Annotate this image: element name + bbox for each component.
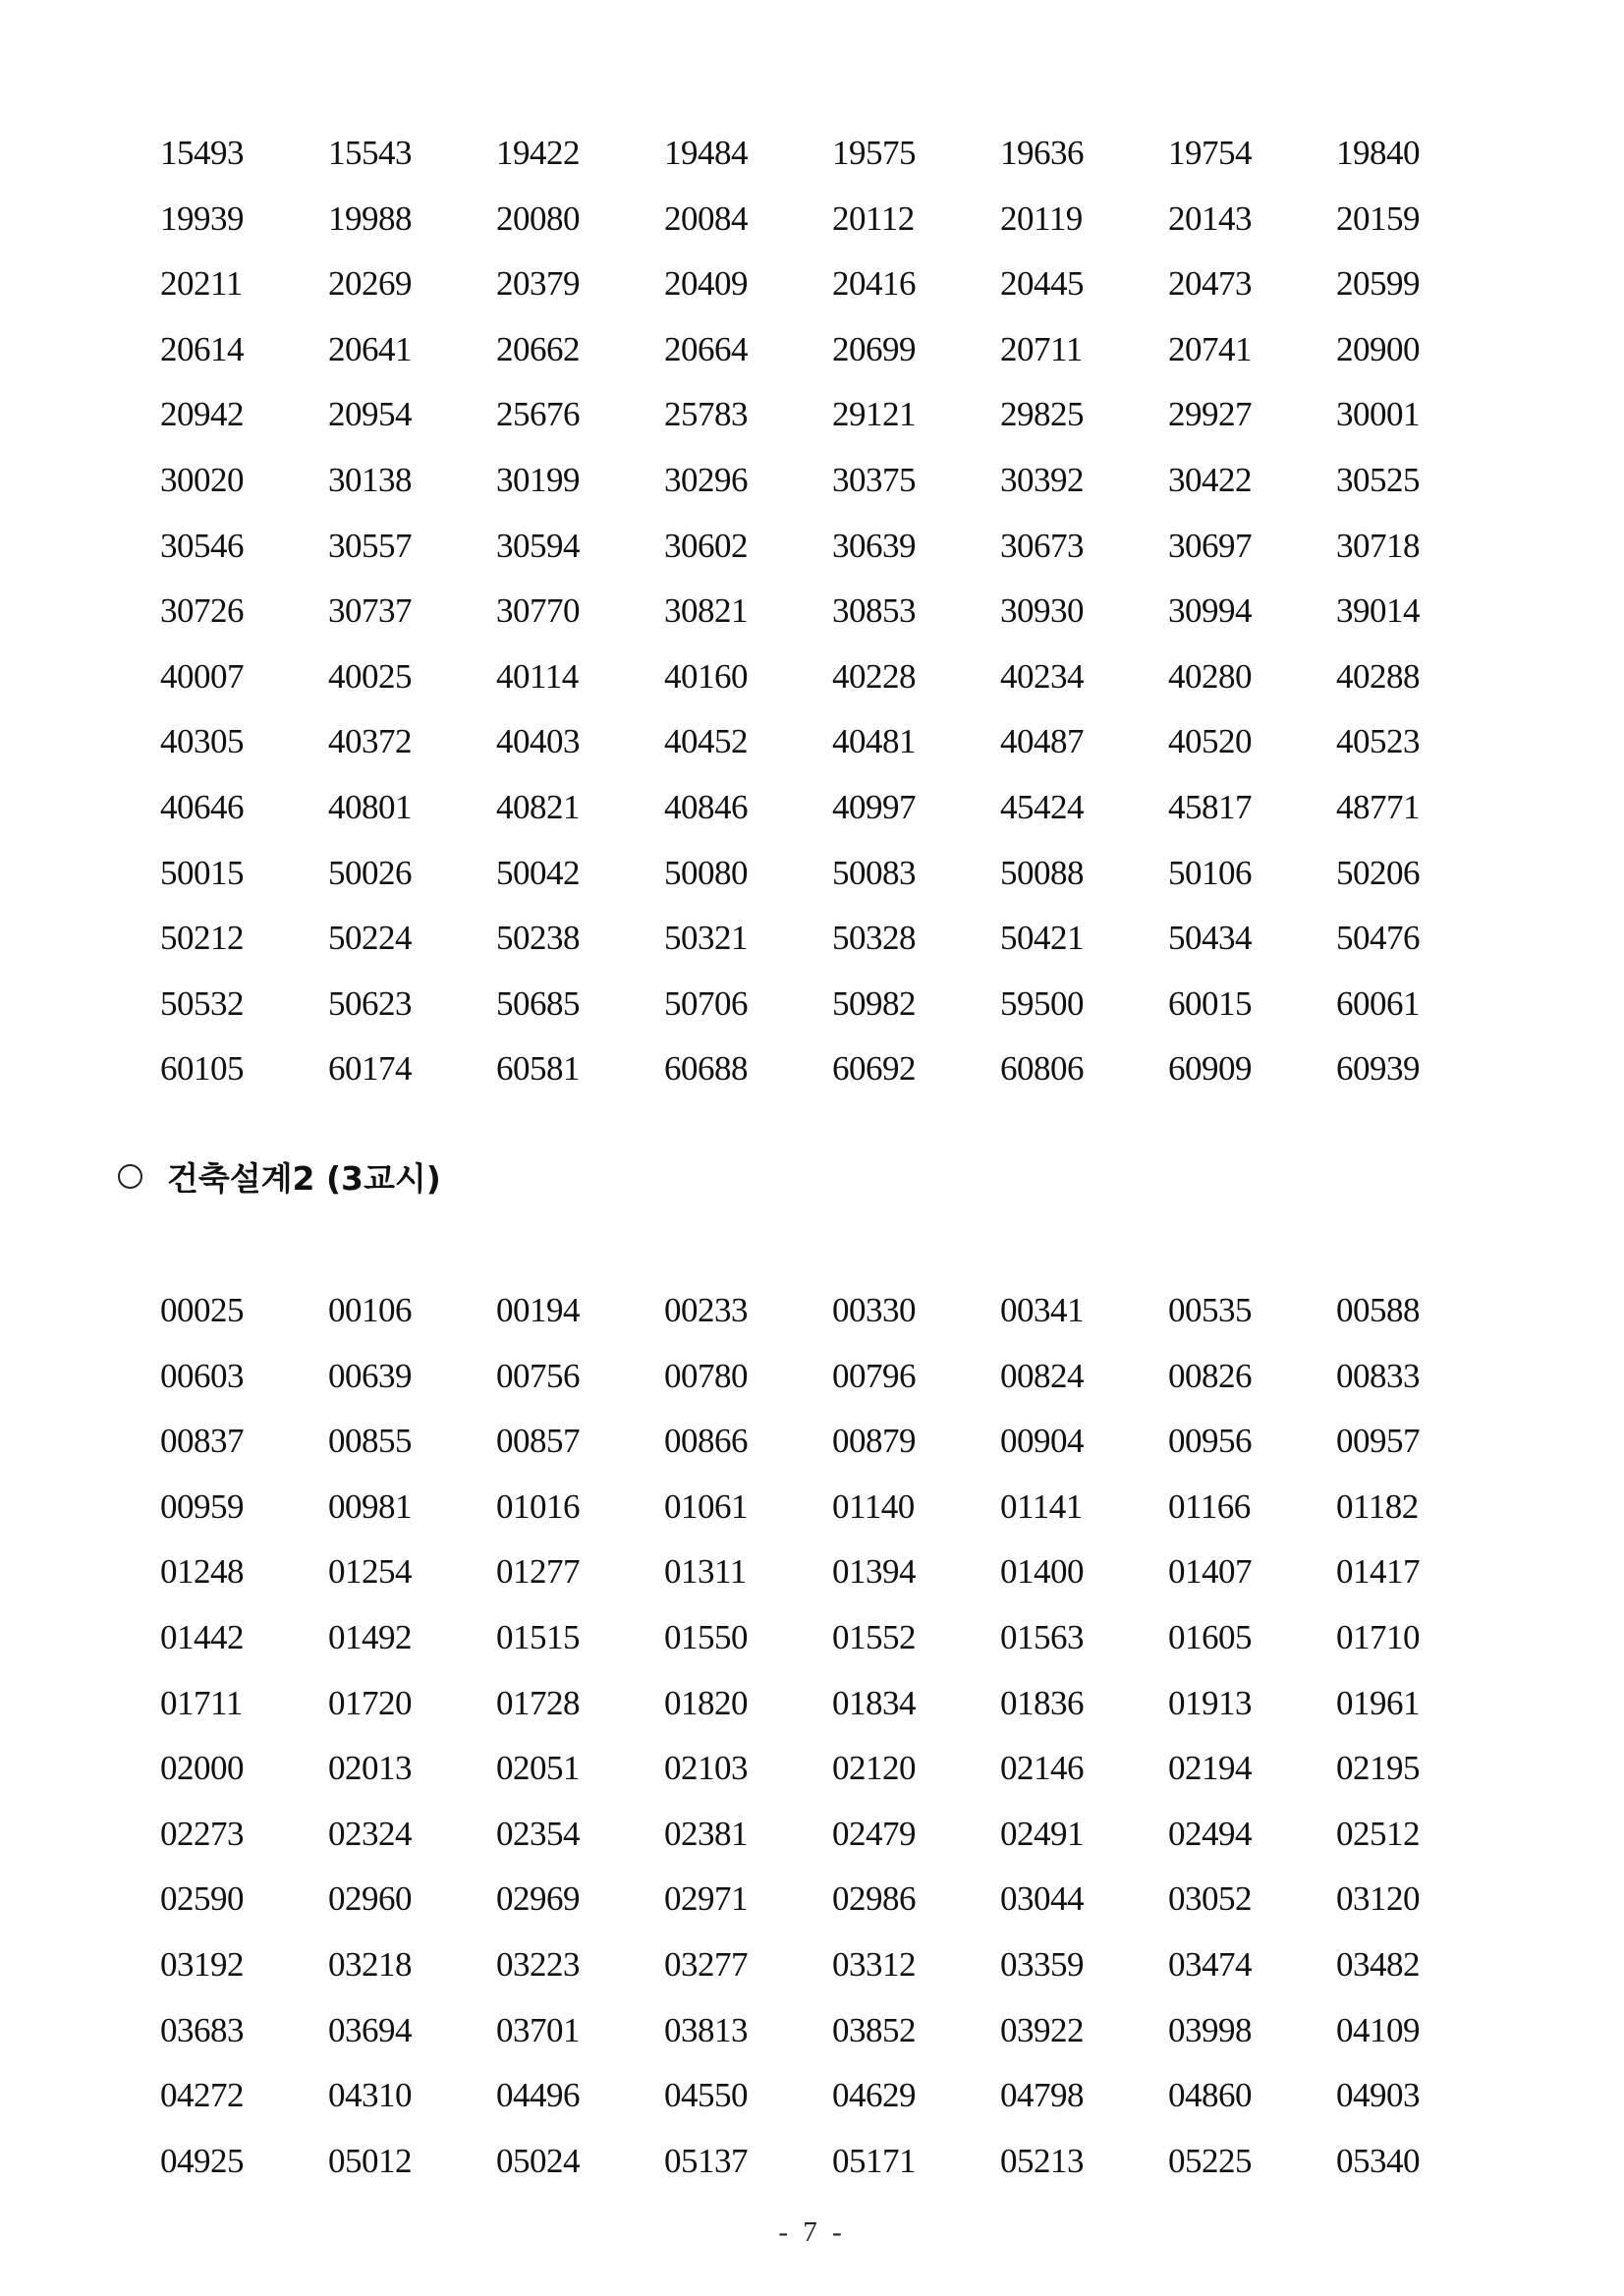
number-cell: 30594 — [496, 526, 580, 565]
number-cell: 60061 — [1336, 983, 1420, 1023]
number-cell: 03474 — [1168, 1944, 1252, 1984]
number-cell: 03694 — [328, 2010, 412, 2049]
number-cell: 60174 — [328, 1049, 412, 1089]
number-cell: 01492 — [328, 1617, 412, 1656]
number-cell: 20159 — [1336, 198, 1420, 238]
number-cell: 29825 — [1000, 395, 1084, 434]
number-cell: 50224 — [328, 919, 412, 958]
number-cell: 05225 — [1168, 2141, 1252, 2180]
number-cell: 02354 — [496, 1814, 580, 1853]
number-cell: 20942 — [160, 395, 244, 434]
number-cell: 30422 — [1168, 460, 1252, 499]
number-cell: 00535 — [1168, 1291, 1252, 1329]
number-cell: 05012 — [328, 2141, 412, 2180]
number-cell: 00603 — [160, 1356, 244, 1395]
number-list-2 — [160, 1285, 1437, 2201]
number-cell: 59500 — [1000, 983, 1084, 1023]
number-cell: 00833 — [1336, 1356, 1420, 1395]
section-title: 건축설계2 (3교시) — [167, 1158, 441, 1198]
number-cell: 40452 — [664, 722, 748, 761]
number-cell: 02971 — [664, 1879, 748, 1919]
number-cell: 04903 — [1336, 2076, 1420, 2115]
number-cell: 01720 — [328, 1683, 412, 1722]
number-cell: 30375 — [832, 460, 916, 499]
number-cell: 03277 — [664, 1944, 748, 1984]
number-cell: 30392 — [1000, 460, 1084, 499]
number-cell: 04550 — [664, 2076, 748, 2115]
number-cell: 02986 — [832, 1879, 916, 1919]
number-cell: 02381 — [664, 1814, 748, 1853]
number-cell: 30853 — [832, 591, 916, 631]
number-cell: 01140 — [832, 1486, 915, 1526]
number-cell: 40403 — [496, 722, 580, 761]
number-cell: 02590 — [160, 1879, 244, 1919]
number-cell: 05213 — [1000, 2141, 1084, 2180]
number-cell: 01248 — [160, 1552, 244, 1592]
number-cell: 01552 — [832, 1617, 916, 1656]
number-cell: 20143 — [1168, 198, 1252, 238]
number-cell: 40305 — [160, 722, 244, 761]
number-cell: 30296 — [664, 460, 748, 499]
number-cell: 00639 — [328, 1356, 412, 1395]
number-cell: 20112 — [832, 198, 915, 238]
number-cell: 01605 — [1168, 1617, 1252, 1656]
number-cell: 02013 — [328, 1749, 412, 1788]
number-cell: 40481 — [832, 722, 916, 761]
number-cell: 00756 — [496, 1356, 580, 1395]
number-cell: 40160 — [664, 656, 748, 696]
number-cell: 45817 — [1168, 787, 1252, 826]
number-cell: 60688 — [664, 1049, 748, 1089]
number-cell: 02120 — [832, 1749, 916, 1788]
number-cell: 20614 — [160, 329, 244, 368]
number-cell: 04629 — [832, 2076, 916, 2115]
number-cell: 00826 — [1168, 1356, 1252, 1395]
number-cell: 02000 — [160, 1749, 244, 1788]
number-cell: 50015 — [160, 853, 244, 892]
number-cell: 01563 — [1000, 1617, 1084, 1656]
number-cell: 03218 — [328, 1944, 412, 1984]
number-cell: 19636 — [1000, 134, 1084, 172]
number-cell: 40025 — [328, 656, 412, 696]
number-cell: 19484 — [664, 134, 748, 172]
number-cell: 01016 — [496, 1486, 580, 1526]
number-cell: 40228 — [832, 656, 916, 696]
number-cell: 00025 — [160, 1291, 244, 1329]
number-cell: 03120 — [1336, 1879, 1420, 1919]
number-list-1 — [160, 128, 1437, 1109]
number-cell: 03359 — [1000, 1944, 1084, 1984]
number-cell: 30557 — [328, 526, 412, 565]
number-cell: 01711 — [160, 1683, 243, 1722]
number-cell: 30994 — [1168, 591, 1252, 631]
number-cell: 02195 — [1336, 1749, 1420, 1788]
number-cell: 40372 — [328, 722, 412, 761]
number-cell: 02103 — [664, 1749, 748, 1788]
number-cell: 40801 — [328, 787, 412, 826]
number-cell: 60909 — [1168, 1049, 1252, 1089]
number-cell: 03482 — [1336, 1944, 1420, 1984]
number-cell: 40821 — [496, 787, 580, 826]
number-cell: 30602 — [664, 526, 748, 565]
number-cell: 01061 — [664, 1486, 748, 1526]
number-cell: 01728 — [496, 1683, 580, 1722]
number-cell: 03701 — [496, 2010, 580, 2049]
number-cell: 50706 — [664, 983, 748, 1023]
number-cell: 20080 — [496, 198, 580, 238]
number-cell: 01515 — [496, 1617, 580, 1656]
number-cell: 04109 — [1336, 2010, 1420, 2049]
number-cell: 00824 — [1000, 1356, 1084, 1395]
number-cell: 04798 — [1000, 2076, 1084, 2115]
number-cell: 03052 — [1168, 1879, 1252, 1919]
number-cell: 00879 — [832, 1422, 916, 1461]
number-cell: 50080 — [664, 853, 748, 892]
number-cell: 05024 — [496, 2141, 580, 2180]
number-cell: 30546 — [160, 526, 244, 565]
number-cell: 40523 — [1336, 722, 1420, 761]
number-cell: 20699 — [832, 329, 916, 368]
number-cell: 02051 — [496, 1749, 580, 1788]
number-cell: 40646 — [160, 787, 244, 826]
number-cell: 20084 — [664, 198, 748, 238]
number-cell: 00341 — [1000, 1291, 1084, 1329]
number-cell: 01277 — [496, 1552, 580, 1592]
number-cell: 00956 — [1168, 1422, 1252, 1461]
number-cell: 03998 — [1168, 2010, 1252, 2049]
number-cell: 30001 — [1336, 395, 1420, 434]
page-number: - 7 - — [778, 2216, 846, 2248]
number-cell: 50026 — [328, 853, 412, 892]
number-cell: 01407 — [1168, 1552, 1252, 1592]
number-cell: 50532 — [160, 983, 244, 1023]
number-cell: 29121 — [832, 395, 916, 434]
number-cell: 02494 — [1168, 1814, 1252, 1853]
number-cell: 01254 — [328, 1552, 412, 1592]
number-cell: 20379 — [496, 264, 580, 304]
number-cell: 02491 — [1000, 1814, 1084, 1853]
number-cell: 01913 — [1168, 1683, 1252, 1722]
number-cell: 25783 — [664, 395, 748, 434]
number-cell: 20599 — [1336, 264, 1420, 304]
number-cell: 45424 — [1000, 787, 1084, 826]
number-cell: 50088 — [1000, 853, 1084, 892]
number-cell: 50083 — [832, 853, 916, 892]
number-cell: 01834 — [832, 1683, 916, 1722]
number-cell: 00855 — [328, 1422, 412, 1461]
number-cell: 40288 — [1336, 656, 1420, 696]
number-cell: 20954 — [328, 395, 412, 434]
number-cell: 05171 — [832, 2141, 916, 2180]
number-cell: 50321 — [664, 919, 748, 958]
number-cell: 50212 — [160, 919, 244, 958]
number-cell: 40487 — [1000, 722, 1084, 761]
number-cell: 50238 — [496, 919, 580, 958]
number-cell: 02512 — [1336, 1814, 1420, 1853]
circle-icon — [118, 1164, 142, 1189]
number-cell: 40007 — [160, 656, 244, 696]
number-cell: 30697 — [1168, 526, 1252, 565]
number-cell: 60105 — [160, 1049, 244, 1089]
number-cell: 40846 — [664, 787, 748, 826]
number-cell: 50623 — [328, 983, 412, 1023]
number-cell: 00194 — [496, 1291, 580, 1329]
number-cell: 30726 — [160, 591, 244, 631]
number-cell: 30770 — [496, 591, 580, 631]
number-cell: 00957 — [1336, 1422, 1420, 1461]
number-cell: 20900 — [1336, 329, 1420, 368]
number-cell: 03852 — [832, 2010, 916, 2049]
number-cell: 00981 — [328, 1486, 412, 1526]
number-cell: 30673 — [1000, 526, 1084, 565]
number-cell: 39014 — [1336, 591, 1420, 631]
number-cell: 50042 — [496, 853, 580, 892]
number-cell: 20416 — [832, 264, 916, 304]
number-cell: 00857 — [496, 1422, 580, 1461]
number-cell: 50434 — [1168, 919, 1252, 958]
number-cell: 20119 — [1000, 198, 1083, 238]
number-cell: 01820 — [664, 1683, 748, 1722]
number-cell: 19988 — [328, 198, 412, 238]
number-cell: 01166 — [1168, 1486, 1251, 1526]
number-cell: 29927 — [1168, 395, 1252, 434]
number-cell: 05137 — [664, 2141, 748, 2180]
number-cell: 02960 — [328, 1879, 412, 1919]
number-cell: 03223 — [496, 1944, 580, 1984]
number-cell: 30821 — [664, 591, 748, 631]
number-cell: 01394 — [832, 1552, 916, 1592]
number-cell: 03813 — [664, 2010, 748, 2049]
number-cell: 02969 — [496, 1879, 580, 1919]
number-cell: 50206 — [1336, 853, 1420, 892]
number-cell: 20269 — [328, 264, 412, 304]
number-cell: 03044 — [1000, 1879, 1084, 1919]
number-cell: 03312 — [832, 1944, 916, 1984]
number-cell: 02273 — [160, 1814, 244, 1853]
number-cell: 01550 — [664, 1617, 748, 1656]
number-cell: 20741 — [1168, 329, 1252, 368]
number-cell: 02194 — [1168, 1749, 1252, 1788]
number-cell: 02146 — [1000, 1749, 1084, 1788]
section-heading — [118, 1151, 441, 1201]
number-cell: 05340 — [1336, 2141, 1420, 2180]
number-cell: 03192 — [160, 1944, 244, 1984]
number-cell: 01311 — [664, 1552, 747, 1592]
number-cell: 20664 — [664, 329, 748, 368]
number-cell: 25676 — [496, 395, 580, 434]
number-cell: 50476 — [1336, 919, 1420, 958]
number-cell: 20409 — [664, 264, 748, 304]
number-cell: 30930 — [1000, 591, 1084, 631]
number-cell: 30525 — [1336, 460, 1420, 499]
number-cell: 02479 — [832, 1814, 916, 1853]
number-cell: 04496 — [496, 2076, 580, 2115]
number-cell: 30199 — [496, 460, 580, 499]
number-cell: 30639 — [832, 526, 916, 565]
number-cell: 00780 — [664, 1356, 748, 1395]
number-cell: 40114 — [496, 656, 579, 696]
number-cell: 19939 — [160, 198, 244, 238]
number-cell: 01417 — [1336, 1552, 1420, 1592]
number-cell: 15493 — [160, 134, 244, 172]
number-cell: 01442 — [160, 1617, 244, 1656]
number-cell: 00233 — [664, 1291, 748, 1329]
number-cell: 01141 — [1000, 1486, 1083, 1526]
number-cell: 00837 — [160, 1422, 244, 1461]
number-cell: 01836 — [1000, 1683, 1084, 1722]
number-cell: 40997 — [832, 787, 916, 826]
number-cell: 00904 — [1000, 1422, 1084, 1461]
number-cell: 30737 — [328, 591, 412, 631]
number-cell: 40520 — [1168, 722, 1252, 761]
number-cell: 40280 — [1168, 656, 1252, 696]
number-cell: 19840 — [1336, 134, 1420, 172]
number-cell: 19422 — [496, 134, 580, 172]
number-cell: 50421 — [1000, 919, 1084, 958]
number-cell: 20662 — [496, 329, 580, 368]
number-cell: 30020 — [160, 460, 244, 499]
number-cell: 00959 — [160, 1486, 244, 1526]
number-cell: 30718 — [1336, 526, 1420, 565]
number-cell: 60692 — [832, 1049, 916, 1089]
number-cell: 48771 — [1336, 787, 1420, 826]
number-cell: 04310 — [328, 2076, 412, 2115]
number-cell: 03922 — [1000, 2010, 1084, 2049]
number-cell: 00588 — [1336, 1291, 1420, 1329]
number-cell: 20211 — [160, 264, 243, 304]
number-cell: 60581 — [496, 1049, 580, 1089]
number-cell: 50106 — [1168, 853, 1252, 892]
number-cell: 60939 — [1336, 1049, 1420, 1089]
number-cell: 20641 — [328, 329, 412, 368]
number-cell: 01961 — [1336, 1683, 1420, 1722]
number-cell: 50982 — [832, 983, 916, 1023]
number-cell: 04272 — [160, 2076, 244, 2115]
number-cell: 15543 — [328, 134, 412, 172]
number-cell: 00106 — [328, 1291, 412, 1329]
number-cell: 01400 — [1000, 1552, 1084, 1592]
number-cell: 00796 — [832, 1356, 916, 1395]
number-cell: 19575 — [832, 134, 916, 172]
number-cell: 60806 — [1000, 1049, 1084, 1089]
number-cell: 40234 — [1000, 656, 1084, 696]
number-cell: 50328 — [832, 919, 916, 958]
number-cell: 04925 — [160, 2141, 244, 2180]
number-cell: 02324 — [328, 1814, 412, 1853]
number-cell: 20711 — [1000, 329, 1083, 368]
number-cell: 04860 — [1168, 2076, 1252, 2115]
number-cell: 60015 — [1168, 983, 1252, 1023]
number-cell: 50685 — [496, 983, 580, 1023]
number-cell: 01182 — [1336, 1486, 1419, 1526]
number-cell: 20473 — [1168, 264, 1252, 304]
number-cell: 00330 — [832, 1291, 916, 1329]
number-cell: 20445 — [1000, 264, 1084, 304]
number-cell: 19754 — [1168, 134, 1252, 172]
number-cell: 00866 — [664, 1422, 748, 1461]
number-cell: 03683 — [160, 2010, 244, 2049]
number-cell: 30138 — [328, 460, 412, 499]
number-cell: 01710 — [1336, 1617, 1420, 1656]
